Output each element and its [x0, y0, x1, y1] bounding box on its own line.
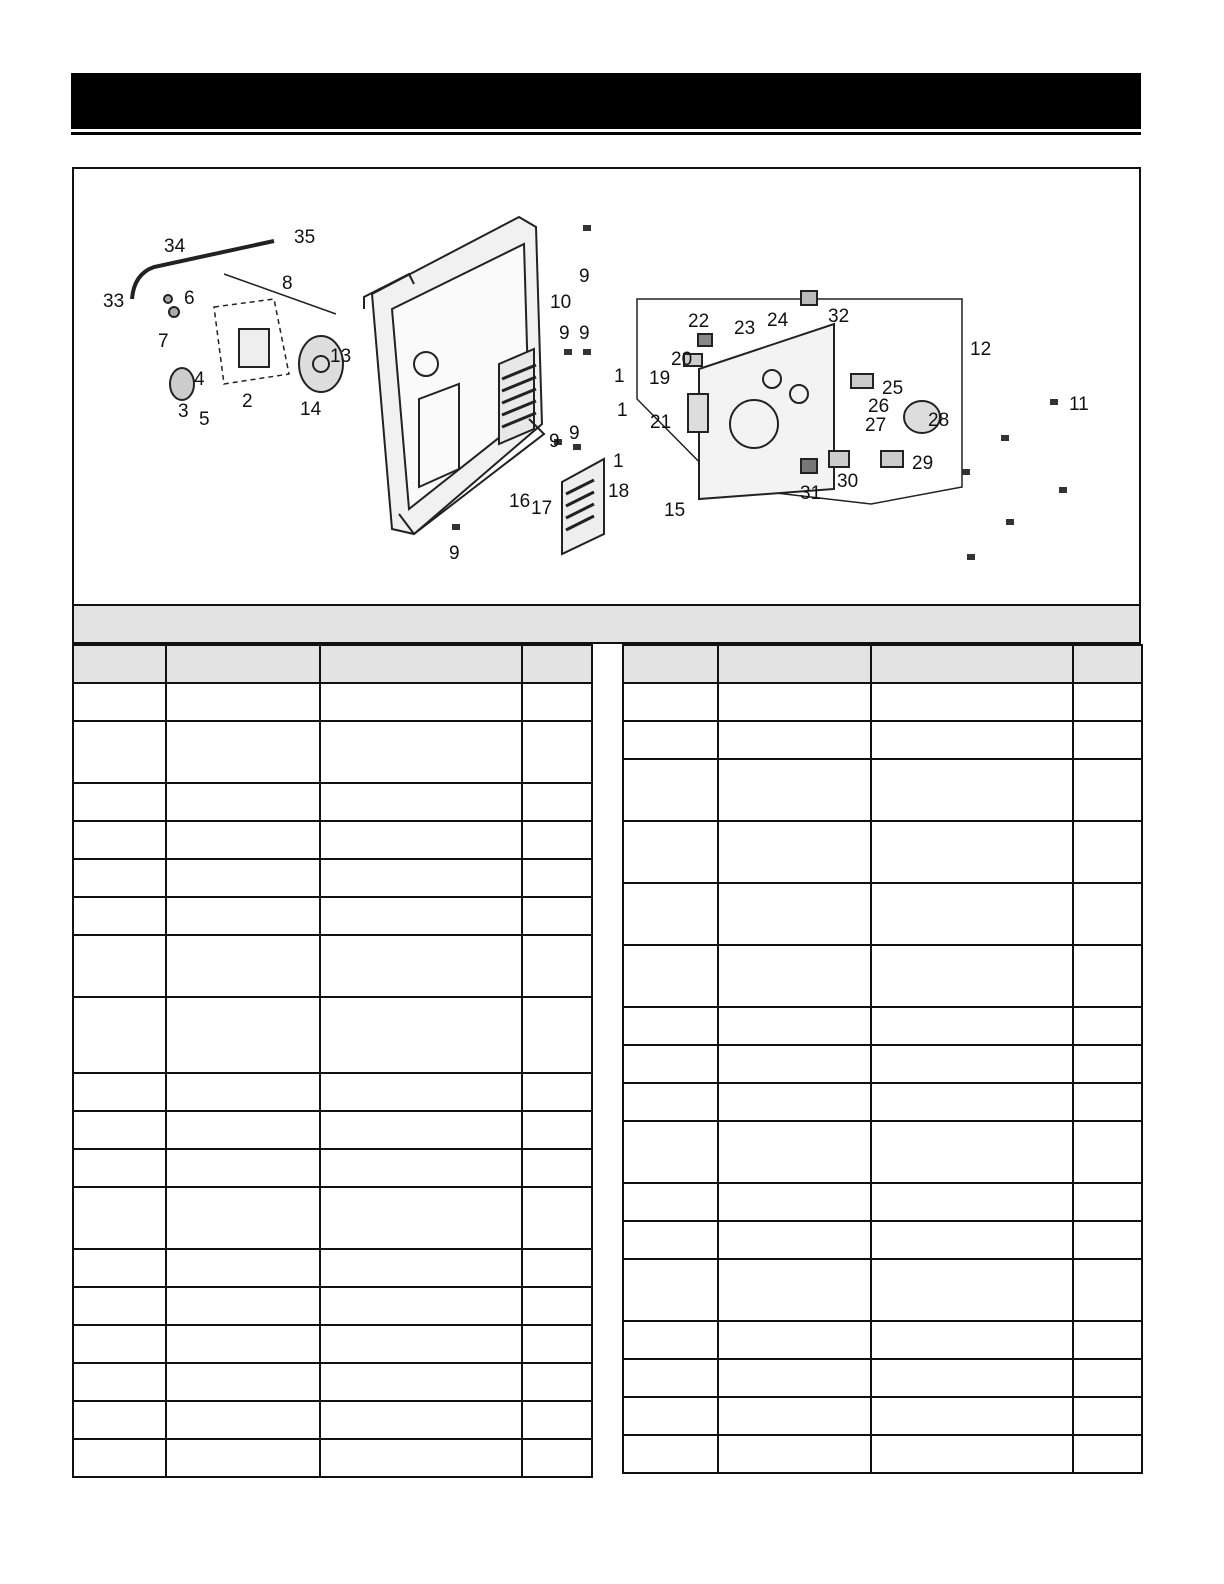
callout: 13	[330, 346, 352, 367]
table-cell	[1073, 683, 1142, 721]
table-cell	[73, 859, 166, 897]
table-cell	[166, 1111, 320, 1149]
table-cell	[73, 1325, 166, 1363]
table-row	[623, 1083, 1142, 1121]
table-cell	[522, 1249, 592, 1287]
table-row	[73, 997, 592, 1073]
table-row	[73, 1401, 592, 1439]
table-cell	[623, 1083, 718, 1121]
table-cell	[320, 1149, 522, 1187]
table-row	[623, 1045, 1142, 1083]
table-row	[623, 883, 1142, 945]
table-cell	[166, 897, 320, 935]
table-cell	[871, 1435, 1073, 1473]
table-cell	[320, 1073, 522, 1111]
table-cell	[73, 1287, 166, 1325]
table-cell	[623, 1121, 718, 1183]
parts-list-header-band	[72, 604, 1141, 644]
table-cell	[623, 683, 718, 721]
table-cell	[718, 1121, 871, 1183]
callout: 9	[569, 423, 580, 444]
table-row	[623, 1183, 1142, 1221]
table-cell	[718, 1045, 871, 1083]
callout: 15	[664, 500, 686, 521]
table-cell	[623, 1183, 718, 1221]
table-cell	[718, 1083, 871, 1121]
table-cell	[623, 645, 718, 683]
callout: 11	[1069, 394, 1089, 415]
table-cell	[623, 1221, 718, 1259]
table-cell	[166, 1187, 320, 1249]
table-row	[73, 1363, 592, 1401]
callout: 12	[970, 339, 992, 360]
table-cell	[871, 1183, 1073, 1221]
table-cell	[623, 1321, 718, 1359]
callout: 23	[734, 318, 756, 339]
table-cell	[320, 1111, 522, 1149]
table-cell	[871, 821, 1073, 883]
callout: 31	[800, 483, 822, 504]
table-cell	[718, 1397, 871, 1435]
table-row	[623, 683, 1142, 721]
callout: 26	[868, 396, 890, 417]
table-cell	[1073, 1083, 1142, 1121]
table-cell	[871, 645, 1073, 683]
table-cell	[166, 1073, 320, 1111]
table-cell	[320, 1439, 522, 1477]
callout: 17	[531, 498, 553, 519]
table-row	[623, 1007, 1142, 1045]
table-cell	[1073, 1435, 1142, 1473]
table-row	[623, 1121, 1142, 1183]
table-cell	[623, 759, 718, 821]
table-cell	[166, 1325, 320, 1363]
table-cell	[623, 1007, 718, 1045]
table-cell	[1073, 759, 1142, 821]
table-cell	[1073, 883, 1142, 945]
table-cell	[73, 935, 166, 997]
table-row	[73, 683, 592, 721]
table-row	[73, 1287, 592, 1325]
table-cell	[522, 1187, 592, 1249]
table-cell	[871, 1045, 1073, 1083]
table-cell	[320, 1287, 522, 1325]
table-cell	[522, 821, 592, 859]
table-cell	[1073, 1359, 1142, 1397]
section-title-bar	[71, 73, 1141, 129]
callout: 7	[158, 331, 169, 352]
table-cell	[522, 1149, 592, 1187]
table-cell	[522, 1073, 592, 1111]
table-cell	[623, 1359, 718, 1397]
table-cell	[320, 1401, 522, 1439]
table-cell	[871, 1397, 1073, 1435]
table-row	[73, 1149, 592, 1187]
table-row	[73, 1439, 592, 1477]
table-cell	[320, 821, 522, 859]
table-cell	[718, 759, 871, 821]
table-cell	[166, 1401, 320, 1439]
table-cell	[522, 859, 592, 897]
table-cell	[166, 1287, 320, 1325]
callout: 32	[828, 306, 850, 327]
table-cell	[1073, 945, 1142, 1007]
table-cell	[718, 1221, 871, 1259]
callout: 16	[509, 491, 531, 512]
table-cell	[166, 721, 320, 783]
callout: 5	[199, 409, 210, 430]
callout: 1	[613, 451, 624, 472]
table-cell	[871, 1121, 1073, 1183]
table-row	[73, 1187, 592, 1249]
table-cell	[623, 1397, 718, 1435]
table-row	[73, 897, 592, 935]
table-cell	[623, 1045, 718, 1083]
table-cell	[871, 759, 1073, 821]
table-cell	[623, 821, 718, 883]
table-cell	[623, 721, 718, 759]
callout: 27	[865, 415, 887, 436]
table-row	[73, 1249, 592, 1287]
table-row	[73, 821, 592, 859]
parts-table-left	[72, 644, 593, 1478]
table-row	[623, 1435, 1142, 1473]
callout: 9	[579, 323, 590, 344]
callout: 3	[178, 401, 189, 422]
table-cell	[522, 783, 592, 821]
table-row	[623, 1259, 1142, 1321]
title-rule	[71, 132, 1141, 135]
table-cell	[73, 645, 166, 683]
callout: 4	[194, 369, 205, 390]
front-panel-frame	[364, 169, 544, 534]
table-cell	[166, 997, 320, 1073]
table-cell	[871, 683, 1073, 721]
callout: 6	[184, 288, 195, 309]
callout: 9	[549, 431, 560, 452]
callout: 10	[550, 292, 572, 313]
table-cell	[522, 935, 592, 997]
table-row	[73, 721, 592, 783]
table-cell	[718, 721, 871, 759]
table-cell	[718, 1359, 871, 1397]
table-row	[623, 945, 1142, 1007]
table-cell	[623, 883, 718, 945]
table-cell	[718, 883, 871, 945]
callout: 35	[294, 227, 316, 248]
table-cell	[1073, 1121, 1142, 1183]
table-cell	[1073, 1045, 1142, 1083]
table-cell	[166, 645, 320, 683]
table-cell	[522, 645, 592, 683]
table-cell	[73, 1401, 166, 1439]
callout: 29	[912, 453, 934, 474]
table-cell	[73, 1073, 166, 1111]
callout: 19	[649, 368, 671, 389]
table-cell	[1073, 721, 1142, 759]
table-row	[623, 721, 1142, 759]
table-cell	[320, 1187, 522, 1249]
table-row	[623, 1221, 1142, 1259]
table-cell	[73, 997, 166, 1073]
callout: 18	[608, 481, 630, 502]
callout: 9	[449, 543, 460, 564]
callout: 21	[650, 412, 672, 433]
table-cell	[1073, 1183, 1142, 1221]
table-cell	[871, 883, 1073, 945]
table-cell	[166, 859, 320, 897]
callout: 28	[928, 410, 950, 431]
table-cell	[718, 821, 871, 883]
table-cell	[73, 1249, 166, 1287]
table-cell	[1073, 645, 1142, 683]
table-cell	[623, 1259, 718, 1321]
table-cell	[320, 859, 522, 897]
table-cell	[320, 683, 522, 721]
table-cell	[871, 1321, 1073, 1359]
table-cell	[320, 935, 522, 997]
callout: 20	[671, 349, 693, 370]
table-row	[73, 859, 592, 897]
exploded-diagram-frame	[72, 167, 1141, 605]
table-header-row	[623, 645, 1142, 683]
callout: 22	[688, 311, 710, 332]
table-cell	[320, 997, 522, 1073]
callout: 25	[882, 378, 904, 399]
table-cell	[320, 1325, 522, 1363]
table-cell	[166, 683, 320, 721]
table-cell	[320, 645, 522, 683]
table-cell	[522, 1287, 592, 1325]
table-row	[623, 1321, 1142, 1359]
table-cell	[871, 721, 1073, 759]
table-cell	[718, 1321, 871, 1359]
table-cell	[166, 1149, 320, 1187]
table-row	[73, 783, 592, 821]
callout: 14	[300, 399, 322, 420]
table-cell	[871, 1007, 1073, 1045]
table-cell	[718, 1259, 871, 1321]
table-row	[73, 1111, 592, 1149]
table-cell	[718, 1183, 871, 1221]
table-header-row	[73, 645, 592, 683]
table-cell	[166, 935, 320, 997]
table-cell	[73, 1187, 166, 1249]
callout: 33	[103, 291, 125, 312]
table-cell	[623, 1435, 718, 1473]
exploded-parts-diagram	[74, 169, 1139, 605]
table-cell	[166, 1363, 320, 1401]
table-cell	[73, 1149, 166, 1187]
table-cell	[623, 945, 718, 1007]
table-cell	[871, 1259, 1073, 1321]
table-cell	[871, 945, 1073, 1007]
table-cell	[73, 897, 166, 935]
callout: 1	[614, 366, 625, 387]
table-row	[73, 1325, 592, 1363]
table-cell	[522, 721, 592, 783]
table-cell	[73, 683, 166, 721]
table-cell	[1073, 821, 1142, 883]
table-cell	[320, 1249, 522, 1287]
table-cell	[166, 1439, 320, 1477]
table-cell	[1073, 1007, 1142, 1045]
table-cell	[166, 1249, 320, 1287]
table-cell	[718, 945, 871, 1007]
table-cell	[1073, 1397, 1142, 1435]
table-cell	[320, 897, 522, 935]
callout: 9	[579, 266, 590, 287]
table-cell	[73, 1439, 166, 1477]
table-cell	[73, 783, 166, 821]
table-row	[623, 1397, 1142, 1435]
table-row	[73, 1073, 592, 1111]
table-cell	[73, 721, 166, 783]
table-cell	[871, 1083, 1073, 1121]
callout: 8	[282, 273, 293, 294]
table-cell	[166, 821, 320, 859]
callout: 1	[617, 400, 628, 421]
table-cell	[320, 721, 522, 783]
table-cell	[320, 783, 522, 821]
table-cell	[166, 783, 320, 821]
table-row	[73, 935, 592, 997]
table-cell	[522, 1325, 592, 1363]
callout: 30	[837, 471, 859, 492]
table-cell	[718, 645, 871, 683]
table-cell	[522, 897, 592, 935]
table-cell	[871, 1359, 1073, 1397]
callout: 2	[242, 391, 253, 412]
table-row	[623, 759, 1142, 821]
table-cell	[718, 683, 871, 721]
table-cell	[522, 1111, 592, 1149]
table-cell	[522, 1401, 592, 1439]
callout: 24	[767, 310, 789, 331]
callout: 9	[559, 323, 570, 344]
table-cell	[718, 1007, 871, 1045]
table-cell	[320, 1363, 522, 1401]
table-cell	[1073, 1221, 1142, 1259]
table-cell	[718, 1435, 871, 1473]
table-row	[623, 1359, 1142, 1397]
table-cell	[1073, 1321, 1142, 1359]
callout: 34	[164, 236, 186, 257]
table-cell	[522, 1439, 592, 1477]
parts-table-right	[622, 644, 1143, 1474]
table-cell	[871, 1221, 1073, 1259]
table-row	[623, 821, 1142, 883]
table-cell	[522, 997, 592, 1073]
table-cell	[73, 821, 166, 859]
table-cell	[522, 1363, 592, 1401]
table-cell	[522, 683, 592, 721]
table-cell	[73, 1111, 166, 1149]
table-cell	[73, 1363, 166, 1401]
table-cell	[1073, 1259, 1142, 1321]
